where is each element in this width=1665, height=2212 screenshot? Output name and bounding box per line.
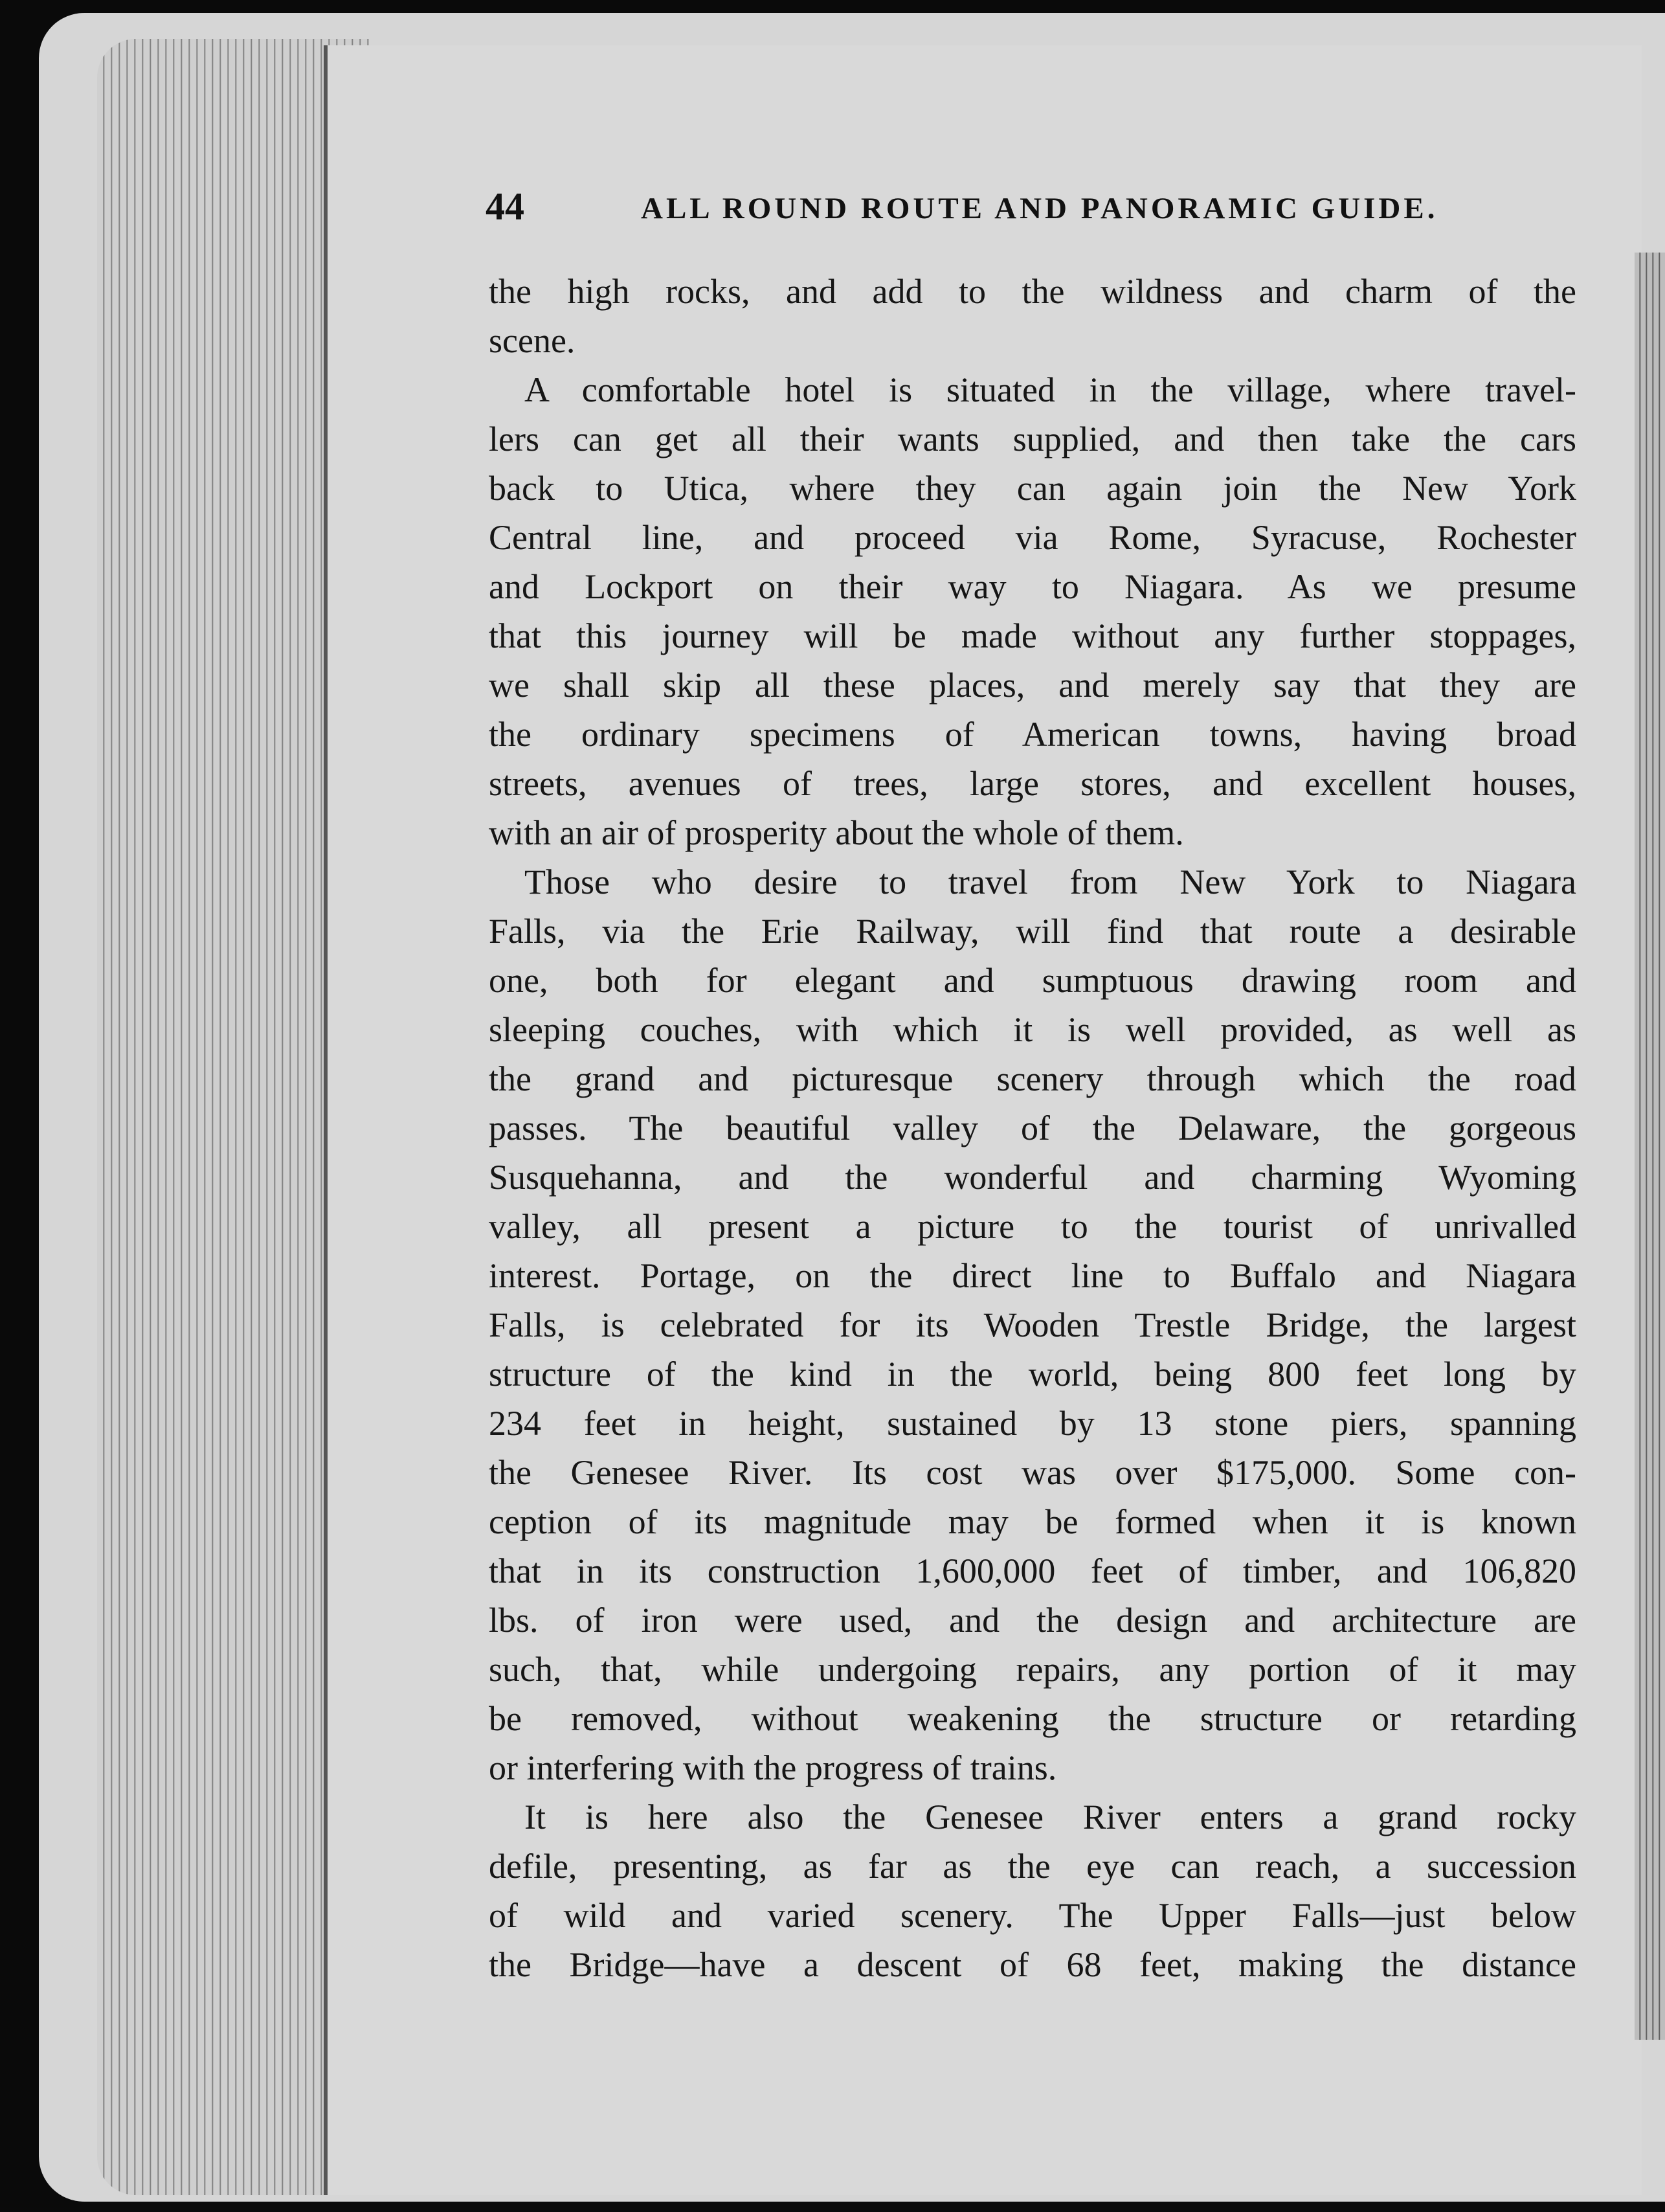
- text-line: Central line, and proceed via Rome, Syracuse, Rochester: [489, 518, 1576, 557]
- text-line: defile, presenting, as far as the eye can reach, a succession: [489, 1847, 1576, 1886]
- text-line: that this journey will be made without any further stoppages,: [489, 616, 1576, 655]
- text-line: lbs. of iron were used, and the design and architecture are: [489, 1601, 1576, 1640]
- text-line: lers can get all their wants supplied, and then take the cars: [489, 420, 1576, 458]
- text-line: scene.: [489, 321, 575, 360]
- text-line: passes. The beautiful valley of the Delaware, the gorgeous: [489, 1109, 1576, 1147]
- text-line: the ordinary specimens of American towns, having broad: [489, 715, 1576, 754]
- text-line: the grand and picturesque scenery through which the road: [489, 1059, 1576, 1098]
- text-line: interest. Portage, on the direct line to Buffalo and Niagara: [489, 1256, 1576, 1295]
- text-line: 234 feet in height, sustained by 13 stone piers, spanning: [489, 1404, 1576, 1443]
- facing-page-edge: [1635, 253, 1665, 2040]
- page-header: [486, 185, 1438, 230]
- text-line: or interfering with the progress of trains.: [489, 1748, 1057, 1787]
- text-line: that in its construction 1,600,000 feet of timber, and 106,820: [489, 1552, 1576, 1590]
- text-line: Susquehanna, and the wonderful and charming Wyoming: [489, 1158, 1576, 1197]
- text-line: with an air of prosperity about the whole of them.: [489, 813, 1184, 852]
- text-line: we shall skip all these places, and merely say that they are: [489, 666, 1576, 705]
- text-line: of wild and varied scenery. The Upper Falls—just below: [489, 1896, 1576, 1935]
- text-line: one, both for elegant and sumptuous drawing room and: [489, 961, 1576, 1000]
- text-line: structure of the kind in the world, being 800 feet long by: [489, 1355, 1576, 1394]
- text-line: the Genesee River. Its cost was over $175,000. Some con-: [489, 1453, 1576, 1492]
- text-line: sleeping couches, with which it is well provided, as well as: [489, 1010, 1576, 1049]
- text-line: ception of its magnitude may be formed when it is known: [489, 1502, 1576, 1541]
- text-line: valley, all present a picture to the tourist of unrivalled: [489, 1207, 1576, 1246]
- text-line: Falls, is celebrated for its Wooden Trestle Bridge, the largest: [489, 1305, 1576, 1344]
- text-line: back to Utica, where they can again join the New York: [489, 469, 1576, 508]
- text-line: It is here also the Genesee River enters a grand rocky: [524, 1798, 1576, 1836]
- text-line: the Bridge—have a descent of 68 feet, making the distance: [489, 1945, 1576, 1984]
- text-line: and Lockport on their way to Niagara. As we presume: [489, 567, 1576, 606]
- text-line: Falls, via the Erie Railway, will find that route a desirable: [489, 912, 1576, 951]
- text-line: the high rocks, and add to the wildness and charm of the: [489, 272, 1576, 311]
- running-head: ALL ROUND ROUTE AND PANORAMIC GUIDE.: [641, 192, 1438, 225]
- text-line: A comfortable hotel is situated in the village, where travel-: [524, 370, 1576, 409]
- text-line: Those who desire to travel from New York to Niagara: [524, 863, 1576, 901]
- text-line: be removed, without weakening the structure or retarding: [489, 1699, 1576, 1738]
- page-number: 44: [486, 185, 524, 228]
- text-line: streets, avenues of trees, large stores, and excellent houses,: [489, 764, 1576, 803]
- text-line: such, that, while undergoing repairs, any portion of it may: [489, 1650, 1576, 1689]
- body-text: [489, 267, 1576, 1989]
